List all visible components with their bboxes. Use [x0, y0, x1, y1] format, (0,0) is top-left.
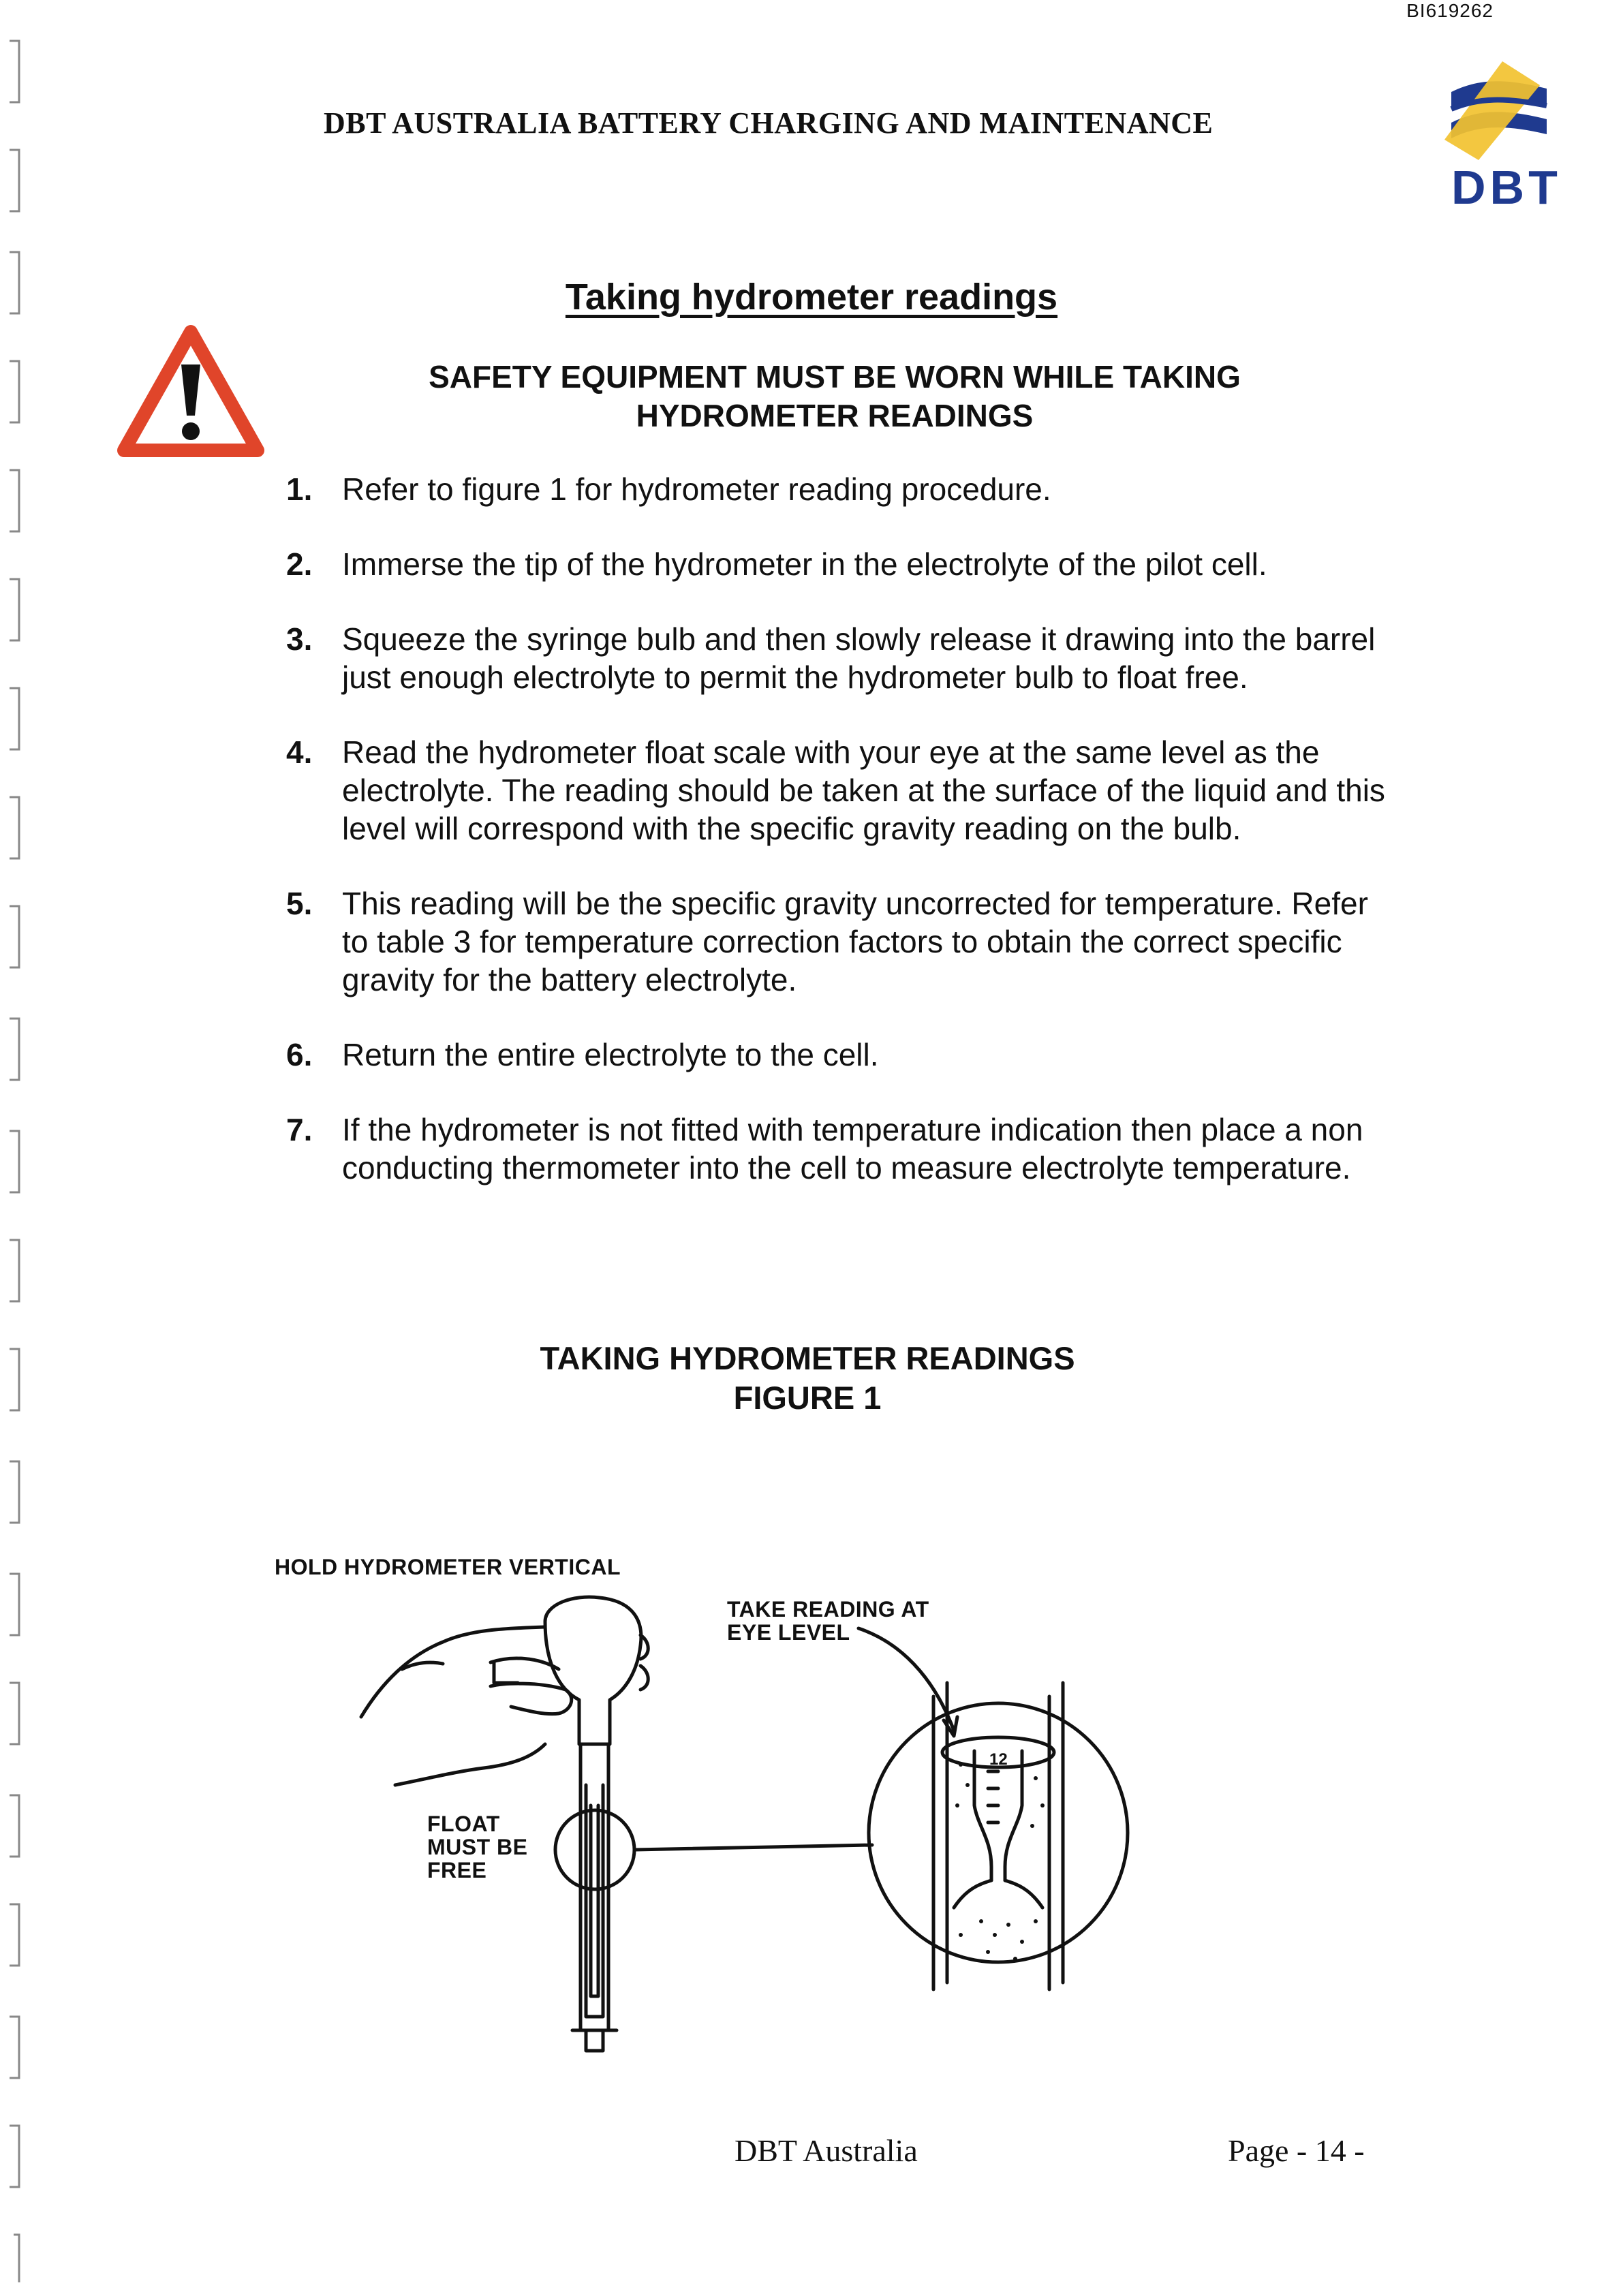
safety-line-1: SAFETY EQUIPMENT MUST BE WORN WHILE TAKING — [429, 359, 1241, 394]
binder-margin-marks — [0, 0, 41, 2296]
step-number: 1. — [286, 471, 313, 507]
label-float-line-3: FREE — [427, 1858, 487, 1882]
safety-notice — [382, 358, 1288, 435]
step-number: 4. — [286, 734, 313, 770]
document-id: BI619262 — [1406, 0, 1494, 21]
step-number: 6. — [286, 1037, 313, 1072]
step-item — [286, 545, 1390, 583]
step-text: This reading will be the specific gravity uncorrected for temperature. Refer to table 3 for temperature correction factors to obtain the correct specific gravity for the battery electrolyte. — [342, 886, 1368, 997]
step-number: 5. — [286, 886, 313, 921]
step-text: Read the hydrometer float scale with your eye at the same level as the electrolyte. The reading should be taken at the surface of the liquid and this level will correspond with the specific gravity reading on the bulb. — [342, 734, 1385, 846]
step-item — [286, 470, 1390, 508]
warning-icon — [116, 324, 266, 460]
step-item — [286, 620, 1390, 696]
step-item — [286, 733, 1390, 848]
step-item — [286, 1111, 1390, 1187]
step-text: If the hydrometer is not fitted with temperature indication then place a non conducting thermometer into the cell to measure electrolyte temperature. — [342, 1112, 1363, 1185]
step-text: Return the entire electrolyte to the cell. — [342, 1037, 879, 1072]
footer-page-number: Page - 14 - — [1228, 2133, 1365, 2168]
section-title: Taking hydrometer readings — [565, 277, 1058, 317]
step-text: Immerse the tip of the hydrometer in the electrolyte of the pilot cell. — [342, 546, 1267, 582]
step-text: Refer to figure 1 for hydrometer reading procedure. — [342, 471, 1051, 507]
dbt-logo-mark — [1438, 58, 1560, 160]
header-title: DBT AUSTRALIA BATTERY CHARGING AND MAINTENANCE — [324, 106, 1214, 140]
procedure-steps — [286, 470, 1390, 1224]
dbt-logo — [1438, 58, 1560, 221]
footer-left: DBT Australia — [735, 2133, 918, 2168]
figure-title — [382, 1339, 1233, 1418]
step-number: 2. — [286, 546, 313, 582]
step-item — [286, 1036, 1390, 1074]
step-item — [286, 884, 1390, 999]
label-hold-vertical: HOLD HYDROMETER VERTICAL — [275, 1555, 621, 1579]
dbt-logo-text: DBT — [1451, 161, 1562, 214]
figure-title-line-2: FIGURE 1 — [733, 1380, 882, 1416]
label-take-reading-line-2: EYE LEVEL — [727, 1620, 850, 1645]
label-float-line-1: FLOAT — [427, 1812, 500, 1836]
label-take-reading-line-1: TAKE READING AT — [727, 1597, 929, 1622]
safety-line-2: HYDROMETER READINGS — [636, 398, 1034, 433]
step-text: Squeeze the syringe bulb and then slowly release it drawing into the barrel just enough electrolyte to permit the hydrometer bulb to float free. — [342, 621, 1376, 695]
step-number: 3. — [286, 621, 313, 657]
step-number: 7. — [286, 1112, 313, 1147]
label-float-line-2: MUST BE — [427, 1835, 528, 1859]
figure-title-line-1: TAKING HYDROMETER READINGS — [540, 1340, 1075, 1376]
scale-mark: 12 — [989, 1750, 1008, 1769]
hydrometer-illustration — [341, 1581, 1158, 2058]
